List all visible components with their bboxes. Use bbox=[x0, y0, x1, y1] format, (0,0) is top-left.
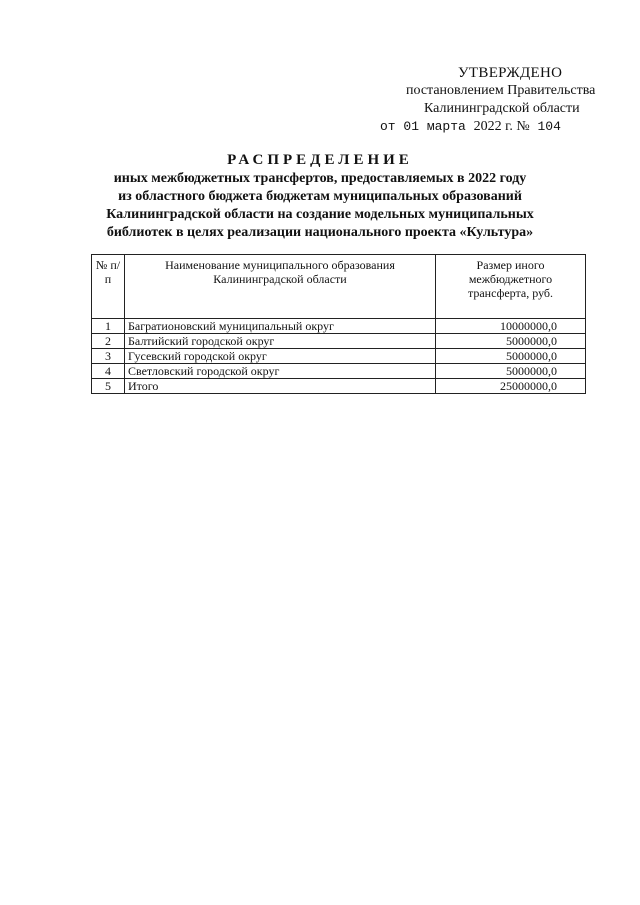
approval-region: Калининградской области bbox=[424, 101, 580, 116]
approval-issuer: постановлением Правительства bbox=[406, 83, 596, 98]
row-number: 2 bbox=[92, 334, 125, 349]
row-number: 5 bbox=[92, 379, 125, 394]
row-number: 4 bbox=[92, 364, 125, 379]
row-amount: 25000000,0 bbox=[436, 379, 586, 394]
approval-title: УТВЕРЖДЕНО bbox=[458, 65, 563, 81]
row-municipality: Светловский городской округ bbox=[125, 364, 436, 379]
approval-date-line bbox=[360, 118, 610, 136]
table-row bbox=[92, 334, 586, 349]
row-amount: 5000000,0 bbox=[436, 334, 586, 349]
document-subtitle-line-4: библиотек в целях реализации национального проекта «Культура» bbox=[106, 225, 534, 240]
row-municipality: Гусевский городской округ bbox=[125, 349, 436, 364]
header-municipality: Наименование муниципального образования Калининградской области bbox=[125, 255, 436, 319]
approval-date-prefix: от bbox=[380, 119, 396, 134]
table-header-row bbox=[92, 255, 586, 319]
header-number: № п/п bbox=[92, 255, 125, 319]
row-number: 1 bbox=[92, 319, 125, 334]
row-municipality: Балтийский городской округ bbox=[125, 334, 436, 349]
row-amount: 5000000,0 bbox=[436, 349, 586, 364]
table-row bbox=[92, 349, 586, 364]
row-municipality: Багратионовский муниципальный округ bbox=[125, 319, 436, 334]
approval-year: 2022 г. № bbox=[473, 119, 530, 134]
document-subtitle-line-2: из областного бюджета бюджетам муниципальных образований bbox=[118, 189, 522, 204]
document-heading bbox=[70, 150, 570, 242]
row-municipality: Итого bbox=[125, 379, 436, 394]
header-amount: Размер иного межбюджетного трансферта, руб. bbox=[436, 255, 586, 319]
approval-number: 104 bbox=[537, 119, 561, 134]
row-amount: 10000000,0 bbox=[436, 319, 586, 334]
table-total-row bbox=[92, 379, 586, 394]
approval-stamp bbox=[360, 64, 610, 136]
table-row bbox=[92, 364, 586, 379]
row-amount: 5000000,0 bbox=[436, 364, 586, 379]
document-subtitle-line-3: Калининградской области на создание модельных муниципальных bbox=[106, 207, 534, 222]
table-row bbox=[92, 319, 586, 334]
row-number: 3 bbox=[92, 349, 125, 364]
approval-date-value: 01 марта bbox=[403, 119, 466, 134]
document-subtitle-line-1: иных межбюджетных трансфертов, предоставляемых в 2022 году bbox=[113, 171, 527, 186]
document-title: РАСПРЕДЕЛЕНИЕ bbox=[227, 152, 413, 168]
distribution-table bbox=[91, 254, 586, 394]
